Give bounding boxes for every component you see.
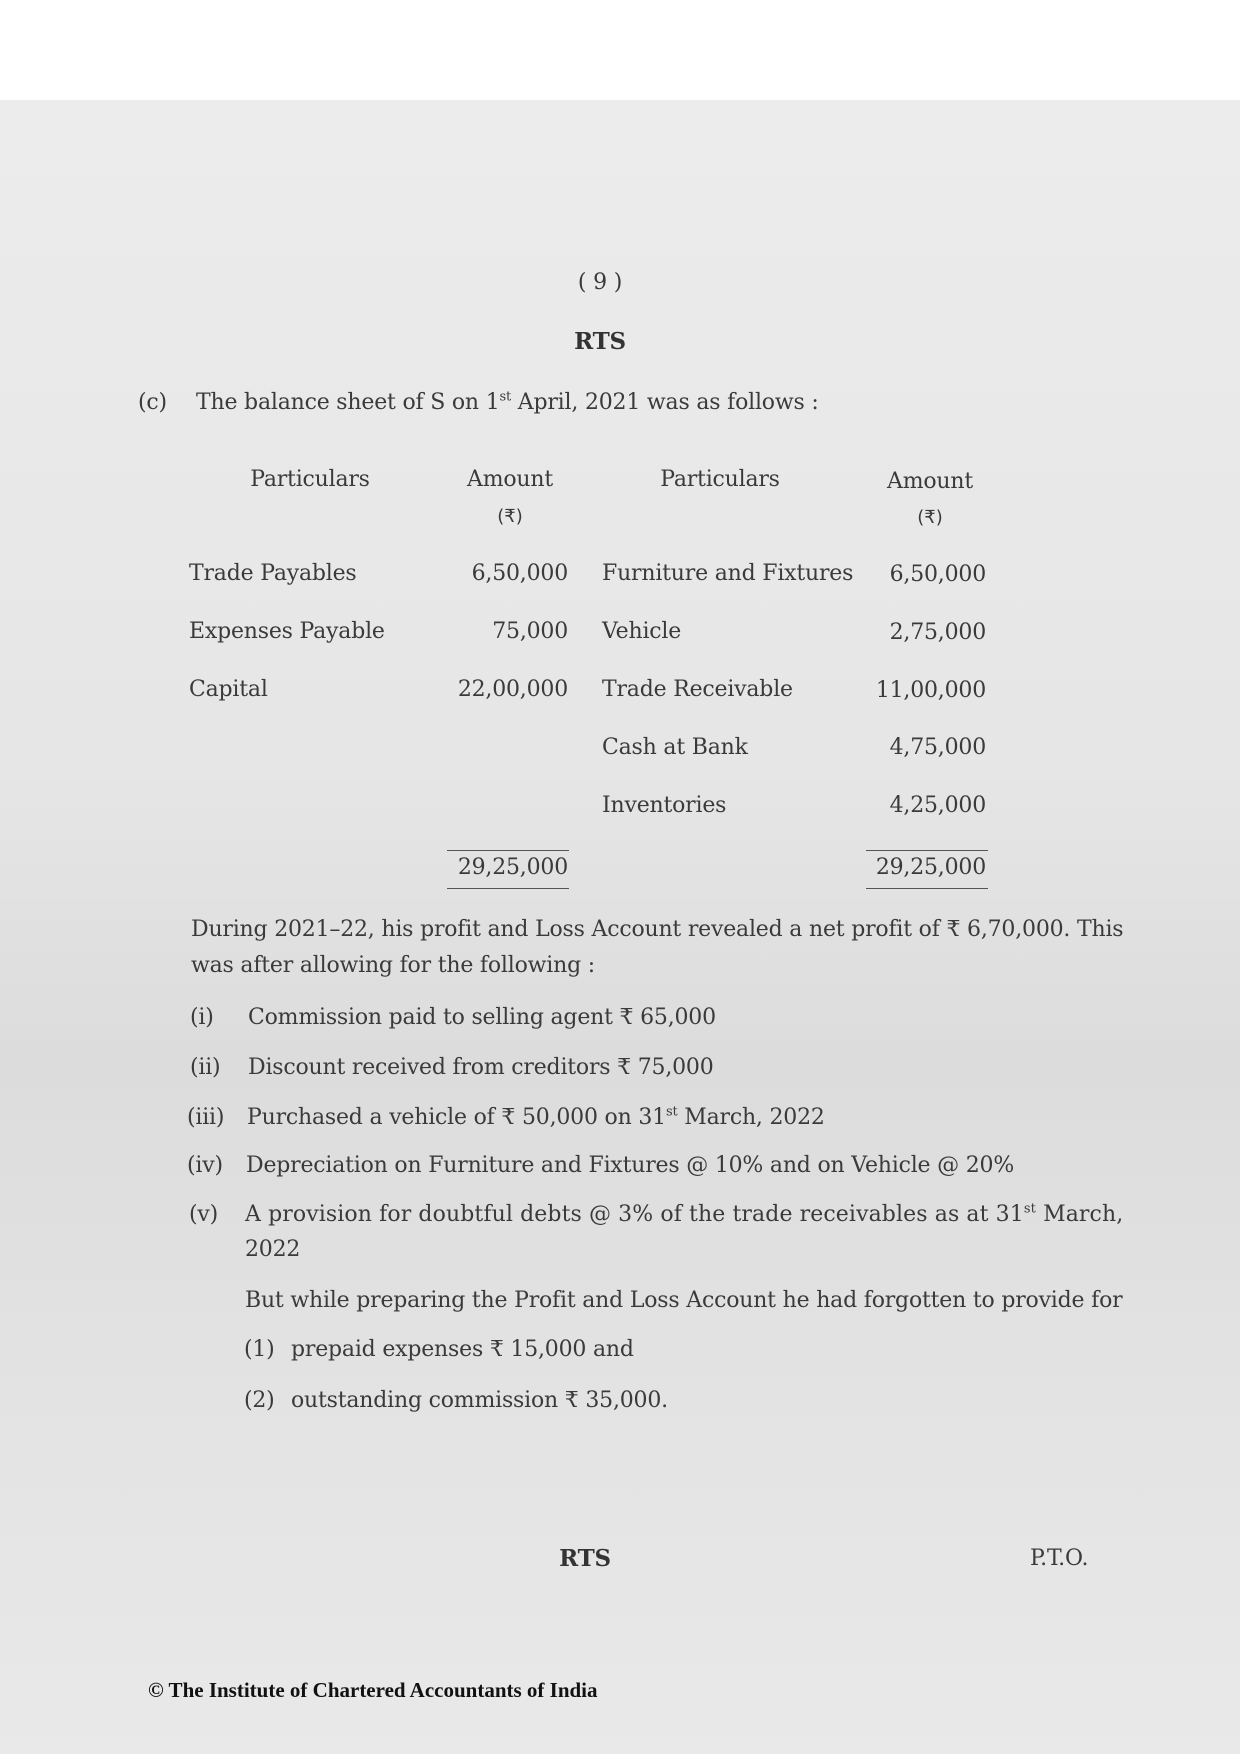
copyright-notice: © The Institute of Chartered Accountants of India (148, 1678, 598, 1702)
item-label: (i) (190, 1005, 214, 1030)
item-text-continuation: 2022 (245, 1237, 301, 1262)
page-number: ( 9 ) (577, 270, 623, 295)
header-code: RTS (574, 328, 626, 355)
left-row-particular: Capital (189, 677, 268, 702)
pto-label: P.T.O. (1030, 1546, 1089, 1571)
item-label: (iv) (187, 1153, 223, 1178)
left-row-amount: 22,00,000 (457, 677, 568, 702)
right-row-particular: Vehicle (602, 619, 682, 644)
footer-code: RTS (559, 1545, 611, 1572)
right-row-amount: 6,50,000 (889, 562, 986, 587)
forgotten-item-label: (1) (244, 1337, 275, 1362)
item-text: Commission paid to selling agent ₹ 65,000 (248, 1005, 716, 1030)
right-row-particular: Trade Receivable (602, 677, 793, 702)
item-label: (ii) (190, 1055, 221, 1080)
right-total: 29,25,000 (875, 855, 986, 880)
item-text: Depreciation on Furniture and Fixtures @ 10% and on Vehicle @ 20% (246, 1153, 1015, 1178)
header-left-amount: Amount (467, 467, 553, 492)
header-left-currency: (₹) (497, 506, 523, 527)
question-label: (c) (138, 390, 167, 415)
left-total-top-rule (447, 850, 569, 851)
right-total-bottom-rule (866, 888, 988, 889)
forgotten-item-text: prepaid expenses ₹ 15,000 and (291, 1337, 634, 1362)
header-left-particulars: Particulars (250, 467, 370, 492)
header-right-particulars: Particulars (660, 467, 780, 492)
item-label: (iii) (187, 1105, 225, 1130)
body-paragraph-line-2: was after allowing for the following : (191, 953, 595, 978)
intro-line: The balance sheet of S on 1st April, 2021 was as follows : (196, 389, 819, 415)
left-total-bottom-rule (447, 888, 569, 889)
forgotten-item-text: outstanding commission ₹ 35,000. (291, 1388, 668, 1413)
right-total-top-rule (866, 850, 988, 851)
header-right-currency: (₹) (917, 507, 943, 528)
right-row-amount: 4,75,000 (889, 735, 986, 760)
header-right-amount: Amount (887, 469, 973, 494)
left-row-particular: Trade Payables (189, 561, 357, 586)
right-row-amount: 4,25,000 (889, 793, 986, 818)
forgotten-intro: But while preparing the Profit and Loss Account he had forgotten to provide for (245, 1288, 1123, 1313)
item-text: A provision for doubtful debts @ 3% of the trade receivables as at 31st March, (245, 1201, 1124, 1227)
right-row-particular: Inventories (602, 793, 727, 818)
right-row-particular: Furniture and Fixtures (602, 561, 854, 586)
left-row-particular: Expenses Payable (189, 619, 385, 644)
item-text: Discount received from creditors ₹ 75,000 (248, 1055, 714, 1080)
right-row-amount: 2,75,000 (889, 620, 986, 645)
item-text: Purchased a vehicle of ₹ 50,000 on 31st March, 2022 (247, 1104, 825, 1130)
left-row-amount: 6,50,000 (471, 561, 568, 586)
left-row-amount: 75,000 (492, 619, 568, 644)
right-row-particular: Cash at Bank (602, 735, 748, 760)
forgotten-item-label: (2) (244, 1388, 275, 1413)
left-total: 29,25,000 (457, 855, 568, 880)
item-label: (v) (189, 1202, 218, 1227)
right-row-amount: 11,00,000 (875, 678, 986, 703)
body-paragraph-line-1: During 2021–22, his profit and Loss Account revealed a net profit of ₹ 6,70,000. This (191, 917, 1124, 942)
